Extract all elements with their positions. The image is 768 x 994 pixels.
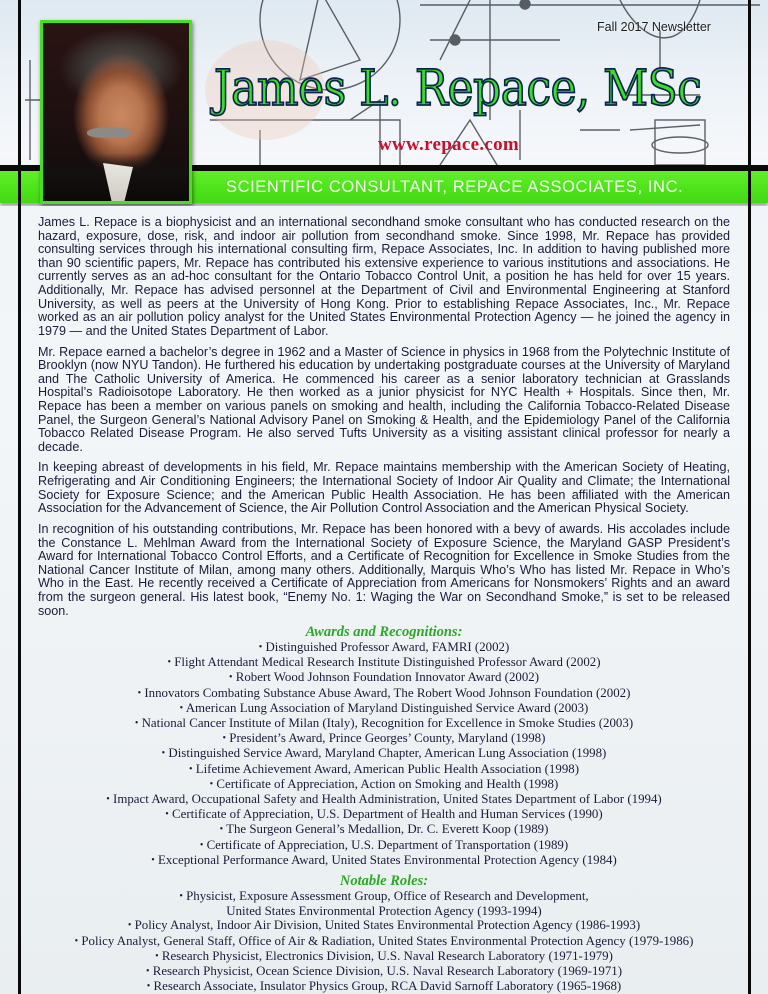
bio-paragraph: James L. Repace is a biophysicist and an international secondhand smoke consultant who has conducted research on the hazard, exposure, dose, risk, and indoor air pollution from secondhand smoke. Since 1998, Mr. Repace has provided consulting services through his international consulting firm, Repace Associates, Inc. In addition to having published more than 90 scientific papers, Mr. Repace has contributed his extensive experience to various institutions and associations. He currently serves as an ad-hoc consultant for the Ontario Tobacco Control Unit, a position he has held for over 15 years. Additionally, Mr. Repace has advised personnel at the Department of Civil and Environmental Engineering at Stanford University, as well as peers at the University of Hong Kong. Prior to establishing Repace Associates, Inc., Mr. Repace worked as an air pollution policy analyst for the United States Environmental Protection Agency — he joined the agency in 1979 — and the United States Department of Labor. bbox=[38, 215, 730, 338]
award-item: • National Cancer Institute of Milan (Italy), Recognition for Excellence in Smoke Studies (2003) bbox=[134, 716, 634, 731]
award-item: • Robert Wood Johnson Foundation Innovator Award (2002) bbox=[228, 670, 540, 685]
bullet-icon: • bbox=[134, 718, 139, 730]
award-item: • Lifetime Achievement Award, American Public Health Association (1998) bbox=[188, 761, 580, 776]
role-item: • Policy Analyst, Indoor Air Division, United States Environmental Protection Agency (1986-1993) bbox=[127, 918, 641, 933]
bio-paragraph: Mr. Repace earned a bachelor’s degree in 1962 and a Master of Science in physics in 1968 from the Polytechnic Institute of Brooklyn (now NYU Tandon). He furthered his education by undertaking postgraduate courses at the University of Maryland and The Catholic University of America. He commenced his career as a senior laboratory technician at Grasslands Hospital’s Radioisotope Laboratory. He then worked as a junior physicist for NYC Health + Hospitals. Since then, Mr. Repace has been a member on various panels on smoking and health, including the California Tobacco-Related Disease Panel, the Surgeon General’s National Advisory Panel on Smoking & Health, and the Epidemiology Panel of the California Tobacco Related Disease Program. He also served Tufts University as a visiting assistant clinical professor for nearly a decade. bbox=[38, 344, 730, 454]
bio-paragraph: In recognition of his outstanding contributions, Mr. Repace has been honored with a bevy of awards. His accolades include the Constance L. Mehlman Award from the International Society of Exposure Science, the Maryland GASP President’s Award for International Tobacco Control Efforts, and a Certificate of Recognition for Excellence in Smoke Studies from the National Cancer Institute of Milan, among many others. Additionally, Marquis Who’s Who has listed Mr. Repace in Who’s Who in the East. He recently received a Certificate of Appreciation from Americans for Nonsmokers’ Rights and an award from the surgeon general. His latest book, “Enemy No. 1: Waging the War on Secondhand Smoke,” is set to be released soon. bbox=[38, 522, 730, 618]
bullet-icon: • bbox=[258, 642, 263, 653]
bullet-icon: • bbox=[199, 839, 204, 851]
bullet-icon: • bbox=[222, 733, 227, 745]
award-item: • Flight Attendant Medical Research Institute Distinguished Professor Award (2002) bbox=[167, 655, 601, 670]
bullet-icon: • bbox=[228, 672, 233, 684]
role-item: • Research Physicist, Ocean Science Division, U.S. Naval Research Laboratory (1969-1971) bbox=[145, 964, 623, 979]
bullet-icon: • bbox=[161, 748, 166, 760]
bullet-icon: • bbox=[137, 687, 142, 699]
award-item: • Certificate of Appreciation, U.S. Department of Health and Human Services (1990) bbox=[165, 807, 603, 822]
bullet-icon: • bbox=[165, 809, 169, 821]
roles-heading: Notable Roles: bbox=[339, 873, 429, 890]
portrait-frame bbox=[40, 20, 192, 204]
role-item: • Physicist, Exposure Assessment Group, Office of Research and Development, bbox=[179, 889, 589, 904]
banner-subtitle: SCIENTIFIC CONSULTANT, REPACE ASSOCIATES, INC. bbox=[226, 178, 684, 196]
bullet-icon: • bbox=[127, 920, 132, 932]
newsletter-edition-label: Fall 2017 Newsletter bbox=[597, 20, 711, 34]
biography-body bbox=[38, 216, 730, 625]
newsletter-header bbox=[0, 0, 768, 206]
award-item: • Innovators Combating Substance Abuse Award, The Robert Wood Johnson Foundation (2002) bbox=[137, 685, 631, 700]
award-item: • American Lung Association of Maryland Distinguished Service Award (2003) bbox=[179, 700, 589, 715]
website-link[interactable]: www.repace.com bbox=[378, 134, 520, 155]
awards-heading: Awards and Recognitions: bbox=[305, 624, 463, 640]
roles-section bbox=[20, 873, 748, 994]
role-item: • Research Physicist, Electronics Division, U.S. Naval Research Laboratory (1971-1979) bbox=[155, 948, 613, 963]
honors-section bbox=[20, 624, 748, 994]
role-item: • Research Associate, Insulator Physics Group, RCA David Sarnoff Laboratory (1965-1968) bbox=[146, 979, 622, 994]
bullet-icon: • bbox=[209, 778, 214, 790]
portrait-mustache bbox=[87, 127, 131, 138]
bullet-icon: • bbox=[74, 935, 79, 947]
right-border-line bbox=[748, 0, 751, 994]
bullet-icon: • bbox=[188, 763, 193, 775]
page-title: James L. Repace, MSc bbox=[214, 60, 702, 118]
bullet-icon: • bbox=[167, 657, 171, 669]
bullet-icon: • bbox=[155, 950, 159, 962]
awards-list bbox=[20, 640, 748, 868]
bullet-icon: • bbox=[219, 824, 224, 836]
award-item: • Impact Award, Occupational Safety and Health Administration, United States Department of Labor (1994) bbox=[106, 792, 662, 807]
portrait-photo bbox=[43, 23, 189, 201]
role-item: • Policy Analyst, General Staff, Office of Air & Radiation, United States Environmental Protection Agency (1979-1986) bbox=[74, 933, 694, 948]
award-item: • Certificate of Appreciation, Action on Smoking and Health (1998) bbox=[209, 776, 559, 791]
award-item: • Distinguished Professor Award, FAMRI (2002) bbox=[258, 640, 510, 654]
role-item-continuation: United States Environmental Protection Agency (1993-1994) bbox=[226, 904, 542, 919]
bullet-icon: • bbox=[145, 966, 150, 978]
bullet-icon: • bbox=[151, 854, 155, 866]
award-item: • Distinguished Service Award, Maryland Chapter, American Lung Association (1998) bbox=[161, 746, 607, 761]
bullet-icon: • bbox=[179, 891, 183, 903]
award-item: • The Surgeon General’s Medallion, Dr. C. Everett Koop (1989) bbox=[219, 822, 549, 837]
bullet-icon: • bbox=[146, 981, 151, 993]
award-item: • President’s Award, Prince Georges’ County, Maryland (1998) bbox=[222, 731, 546, 746]
award-item: • Exceptional Performance Award, United States Environmental Protection Agency (1984) bbox=[151, 852, 617, 867]
award-item: • Certificate of Appreciation, U.S. Department of Transportation (1989) bbox=[199, 837, 569, 852]
bullet-icon: • bbox=[106, 794, 110, 806]
bullet-icon: • bbox=[179, 702, 184, 714]
bio-paragraph: In keeping abreast of developments in his field, Mr. Repace maintains membership with the American Society of Heating, Refrigerating and Air Conditioning Engineers; the International Society of Indoor Air Quality and Climate; the International Society for Exposure Science; and the American Public Health Association. He has been affiliated with the American Association for the Advancement of Science, the Air Pollution Control Association and the American Physical Society. bbox=[38, 460, 730, 516]
